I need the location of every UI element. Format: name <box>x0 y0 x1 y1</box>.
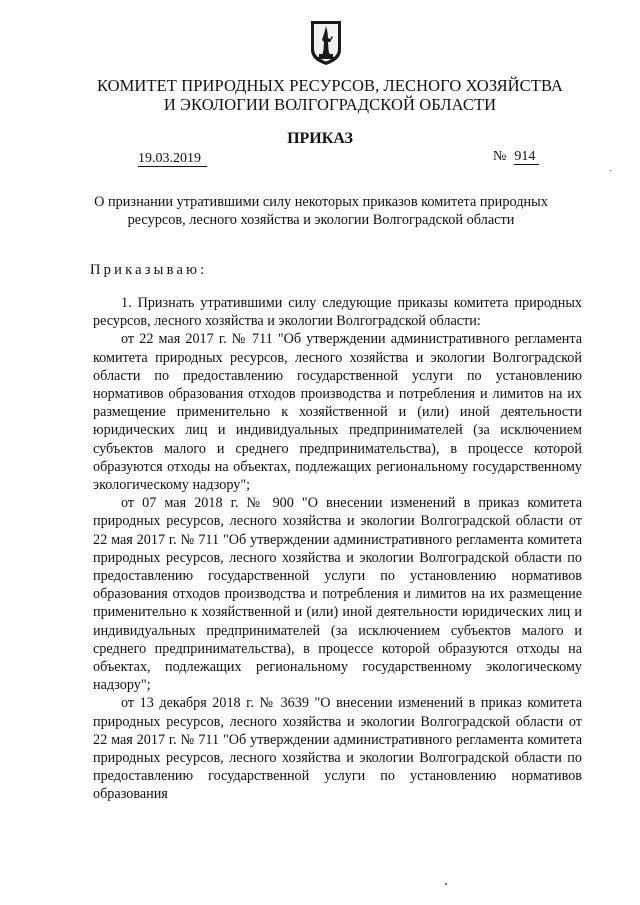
document-type-title: ПРИКАЗ <box>287 130 353 147</box>
subject-line-2: ресурсов, лесного хозяйства и экологии Волгоградской области <box>127 212 515 228</box>
order-number <box>493 149 539 164</box>
number-value: 914 <box>514 149 539 165</box>
scan-speck <box>445 883 447 885</box>
paragraph-item-1: 1. Признать утратившими силу следующие приказы комитета природных ресурсов, лесного хозяйства и экологии Волгоградской области: <box>93 295 582 330</box>
order-date: 19.03.2019 <box>138 151 207 167</box>
scan-speck <box>610 170 611 171</box>
subject-line-1: О признании утратившими силу некоторых приказов комитета природных <box>94 194 548 210</box>
org-name-line-1: КОМИТЕТ ПРИРОДНЫХ РЕСУРСОВ, ЛЕСНОГО ХОЗЯЙСТВА <box>96 76 564 95</box>
paragraph-order-711: от 22 мая 2017 г. № 711 "Об утверждении административного регламента комитета природных ресурсов, лесного хозяйства и экологии Волгоградской области по предоставлению государственной услуги по установлению нормативов образования отходов производства и потребления и лимитов на их размещение применительно к хозяйственной и (или) иной деятельности юридических лиц и индивидуальных предпринимателей (за исключением субъектов малого и среднего предпринимательства), в процессе которой образуются отходы на объектах, подлежащих региональному государственному экологическому надзору"; <box>93 331 582 494</box>
coat-of-arms-emblem <box>310 20 342 66</box>
org-name-line-2: И ЭКОЛОГИИ ВОЛГОГРАДСКОЙ ОБЛАСТИ <box>163 95 497 114</box>
order-subject <box>60 193 582 229</box>
paragraph-order-900: от 07 мая 2018 г. № 900 "О внесении изменений в приказ комитета природных ресурсов, лесного хозяйства и экологии Волгоградской области от 22 мая 2017 г. № 711 "Об утверждении административного регламента комитета природных ресурсов, лесного хозяйства и экологии Волгоградской области по предоставлению государственной услуги по установлению нормативов образования отходов производства и потребления и лимитов на их размещение применительно к хозяйственной и (или) иной деятельности юридических лиц и индивидуальных предпринимателей (за исключением субъектов малого и среднего предпринимательства), в процессе которой образуются отходы на объектах, подлежащих региональному государственному экологическому надзору"; <box>93 495 582 694</box>
issuing-organization <box>60 76 600 114</box>
paragraph-order-3639: от 13 декабря 2018 г. № 3639 "О внесении изменений в приказ комитета природных ресурсов, лесного хозяйства и экологии Волгоградской области от 22 мая 2017 г. № 711 "Об утверждении административного регламента комитета природных ресурсов, лесного хозяйства и экологии Волгоградской области по предоставлению государственной услуги по установлению нормативов образования <box>93 695 582 803</box>
order-directive-word: Приказываю: <box>90 262 208 278</box>
order-body <box>93 294 582 804</box>
number-sign: № <box>493 149 507 164</box>
